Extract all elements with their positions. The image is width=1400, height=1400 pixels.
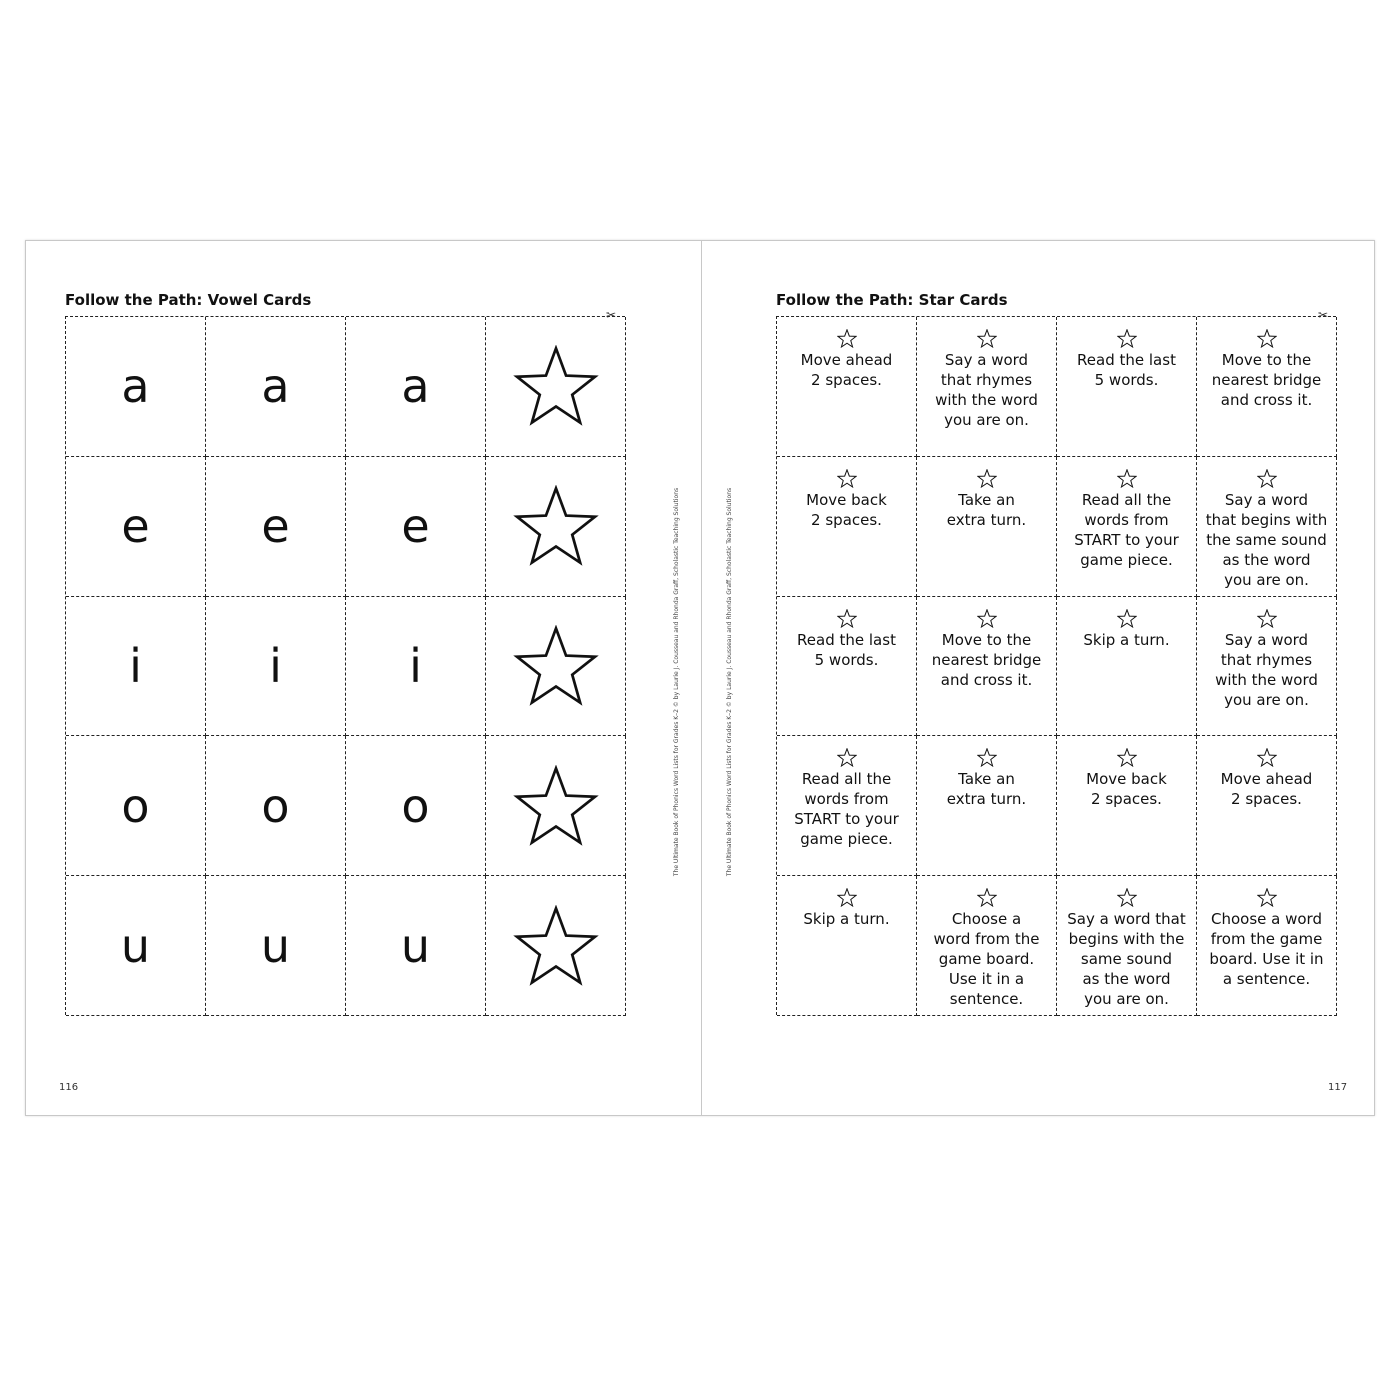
page-title-vowel-cards: Follow the Path: Vowel Cards [65, 291, 312, 309]
vowel-letter: i [409, 638, 422, 693]
vowel-letter: a [121, 359, 150, 414]
vowel-letter: e [401, 499, 430, 554]
star-card-text: Skip a turn. [1083, 630, 1170, 649]
star-card [777, 457, 917, 597]
vowel-card [66, 457, 206, 597]
vowel-card [346, 317, 486, 457]
star-card-text: Move ahead 2 spaces. [1220, 770, 1313, 809]
star-card [1197, 876, 1337, 1016]
vowel-card [486, 317, 626, 457]
star-card [777, 597, 917, 737]
star-card [1057, 317, 1197, 457]
star-card [777, 876, 917, 1016]
star-card-text: Say a word that rhymes with the word you are on. [935, 351, 1038, 429]
vowel-letter: e [261, 499, 290, 554]
star-card [777, 317, 917, 457]
vowel-card [486, 876, 626, 1016]
star-icon [1257, 888, 1277, 907]
vowel-card [486, 457, 626, 597]
vowel-letter: i [269, 638, 282, 693]
page-gutter [701, 241, 702, 1115]
star-icon [1117, 329, 1137, 348]
star-icon [1257, 748, 1277, 767]
star-icon [977, 609, 997, 628]
star-card [917, 876, 1057, 1016]
vowel-card [346, 457, 486, 597]
vowel-card [346, 876, 486, 1016]
vowel-letter: a [401, 359, 430, 414]
star-icon [1257, 609, 1277, 628]
vowel-card [206, 876, 346, 1016]
vowel-card [346, 736, 486, 876]
star-icon [513, 485, 599, 567]
book-spread [25, 240, 1375, 1116]
star-card-text: Choose a word from the game board. Use it in a sentence. [1209, 910, 1324, 989]
star-card-text: Move to the nearest bridge and cross it. [931, 630, 1042, 689]
star-card [1057, 876, 1197, 1016]
vowel-card [206, 597, 346, 737]
vowel-card [66, 736, 206, 876]
star-card-text: Move back 2 spaces. [1086, 770, 1167, 809]
star-icon [1117, 609, 1137, 628]
vowel-card [206, 457, 346, 597]
star-card [1057, 457, 1197, 597]
star-icon [837, 609, 857, 628]
vowel-letter: o [261, 778, 290, 833]
vowel-letter: u [260, 918, 291, 973]
copyright-credit-right: The Ultimate Book of Phonics Word Lists for Grades K–2 © by Laurie J. Cousseau and Rhonda Graff, Scholastic Teaching Solutions [726, 487, 733, 877]
star-icon [837, 748, 857, 767]
vowel-card [66, 317, 206, 457]
vowel-card [66, 597, 206, 737]
star-card-text: Say a word that rhymes with the word you are on. [1215, 630, 1318, 709]
star-icon [837, 329, 857, 348]
star-icon [837, 888, 857, 907]
star-card-text: Skip a turn. [803, 910, 890, 929]
scissors-icon: ✂ [606, 308, 617, 322]
vowel-letter: o [401, 778, 430, 833]
star-icon [513, 625, 599, 707]
star-card [917, 736, 1057, 876]
star-card-text: Read the last 5 words. [1077, 351, 1176, 389]
star-card [917, 597, 1057, 737]
vowel-card [486, 736, 626, 876]
star-card-text: Move ahead 2 spaces. [800, 351, 893, 389]
star-card-text: Read the last 5 words. [797, 630, 896, 669]
star-icon [1257, 469, 1277, 488]
star-icon [513, 905, 599, 987]
vowel-letter: i [129, 638, 142, 693]
star-card-text: Say a word that begins with the same sound as the word you are on. [1205, 490, 1328, 589]
star-icon [977, 888, 997, 907]
page-number-right: 117 [1328, 1082, 1348, 1093]
star-card-text: Move back 2 spaces. [806, 490, 887, 529]
vowel-letter: u [120, 918, 151, 973]
star-icon [837, 469, 857, 488]
star-icon [513, 765, 599, 847]
vowel-card [206, 736, 346, 876]
star-card [917, 317, 1057, 457]
vowel-card [346, 597, 486, 737]
star-card-text: Read all the words from START to your game piece. [1074, 490, 1179, 569]
scissors-icon: ✂ [1318, 308, 1329, 322]
vowel-letter: o [121, 778, 150, 833]
star-card-text: Take an extra turn. [946, 770, 1027, 809]
star-icon [977, 748, 997, 767]
star-card [1197, 736, 1337, 876]
star-icon [1117, 888, 1137, 907]
page-number-left: 116 [59, 1082, 79, 1093]
vowel-card [206, 317, 346, 457]
star-card-text: Choose a word from the game board. Use it in a sentence. [933, 910, 1040, 1009]
star-icon [1117, 748, 1137, 767]
star-card-text: Say a word that begins with the same sound as the word you are on. [1067, 910, 1186, 1009]
vowel-card [486, 597, 626, 737]
vowel-cards-grid [65, 316, 625, 1015]
vowel-card [66, 876, 206, 1016]
page-title-star-cards: Follow the Path: Star Cards [776, 291, 1008, 309]
vowel-letter: u [400, 918, 431, 973]
copyright-credit-left: The Ultimate Book of Phonics Word Lists for Grades K–2 © by Laurie J. Cousseau and Rhonda Graff, Scholastic Teaching Solutions [673, 487, 680, 877]
star-icon [977, 469, 997, 488]
star-card [1197, 597, 1337, 737]
star-card [777, 736, 917, 876]
star-icon [1117, 469, 1137, 488]
star-card [1057, 736, 1197, 876]
star-icon [977, 329, 997, 348]
vowel-letter: a [261, 359, 290, 414]
star-card [1057, 597, 1197, 737]
star-card-text: Read all the words from START to your game piece. [794, 770, 899, 849]
star-card [1197, 317, 1337, 457]
star-card-text: Take an extra turn. [946, 490, 1027, 529]
star-icon [513, 345, 599, 427]
star-icon [1257, 329, 1277, 348]
star-cards-grid [776, 316, 1336, 1015]
vowel-letter: e [121, 499, 150, 554]
star-card [917, 457, 1057, 597]
star-card [1197, 457, 1337, 597]
star-card-text: Move to the nearest bridge and cross it. [1211, 351, 1322, 409]
